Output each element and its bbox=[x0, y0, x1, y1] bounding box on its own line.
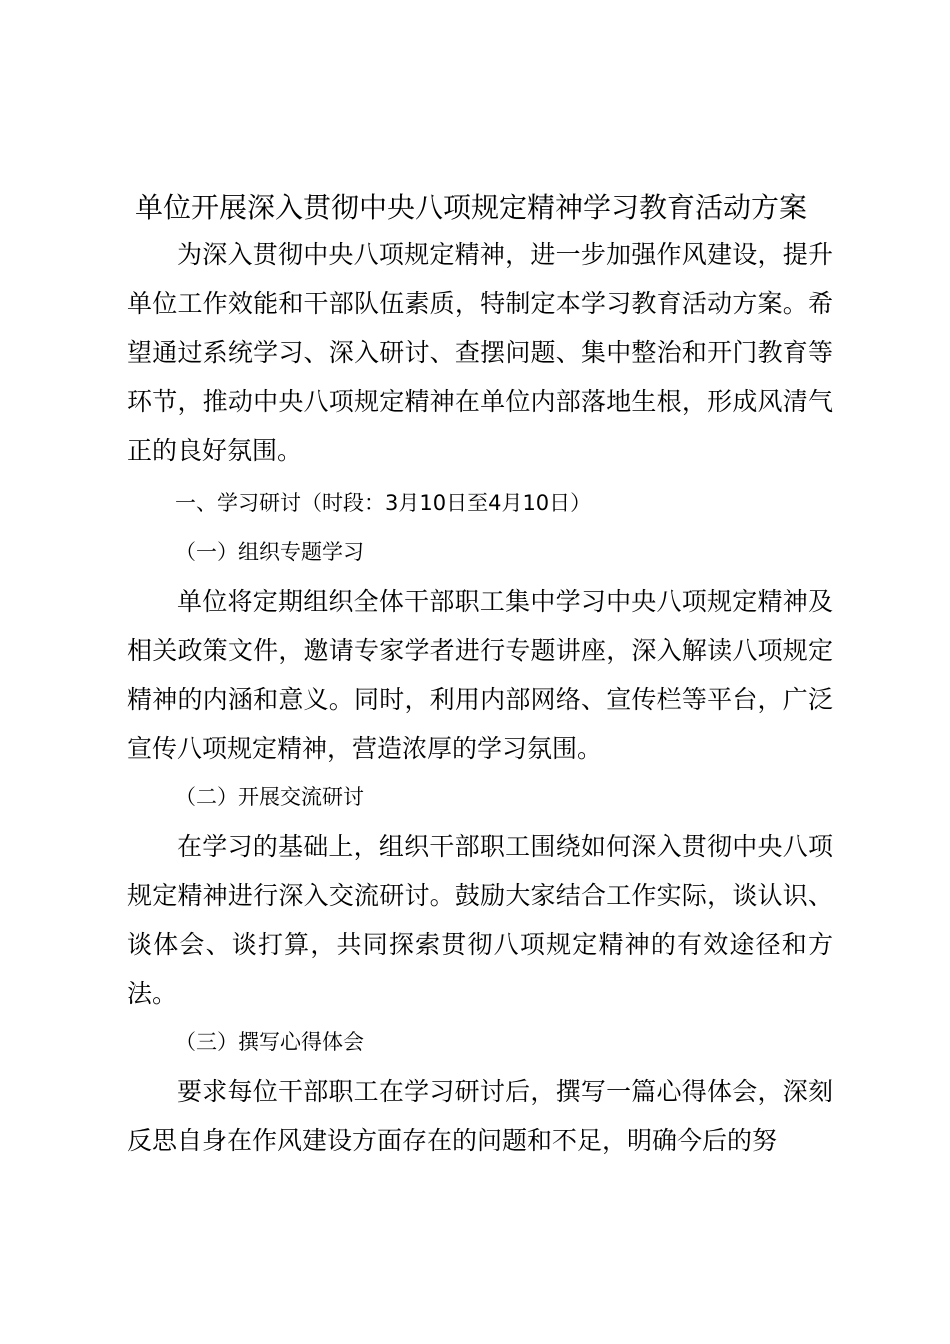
document-title: 单位开展深入贯彻中央八项规定精神学习教育活动方案 bbox=[135, 191, 808, 224]
subsection-2-paragraph: 在学习的基础上，组织干部职工围绕如何深入贯彻中央八项规定精神进行深入交流研讨。鼓励大家结合工作实际，谈认识、谈体会、谈打算，共同探索贯彻八项规定精神的有效途径和方法。 bbox=[127, 832, 833, 1008]
intro-paragraph: 为深入贯彻中央八项规定精神，进一步加强作风建设，提升单位工作效能和干部队伍素质，特制定本学习教育活动方案。希望通过系统学习、深入研讨、查摆问题、集中整治和开门教育等环节，推动中央八项规定精神在单位内部落地生根，形成风清气正的良好氛围。 bbox=[127, 240, 833, 465]
document-page bbox=[127, 186, 833, 1165]
subsection-1-paragraph: 单位将定期组织全体干部职工集中学习中央八项规定精神及相关政策文件，邀请专家学者进行专题讲座，深入解读八项规定精神的内涵和意义。同时，利用内部网络、宣传栏等平台，广泛宣传八项规定精神，营造浓厚的学习氛围。 bbox=[127, 587, 833, 763]
section-1-heading: 一、学习研讨（时段：3月10日至4月10日） bbox=[175, 491, 592, 515]
subsection-1-heading: （一）组织专题学习 bbox=[175, 540, 364, 564]
subsection-3-heading: （三）撰写心得体会 bbox=[175, 1030, 364, 1054]
subsection-2-heading: （二）开展交流研讨 bbox=[175, 785, 364, 809]
subsection-3-paragraph: 要求每位干部职工在学习研讨后，撰写一篇心得体会，深刻反思自身在作风建设方面存在的问题和不足，明确今后的努 bbox=[127, 1077, 833, 1155]
